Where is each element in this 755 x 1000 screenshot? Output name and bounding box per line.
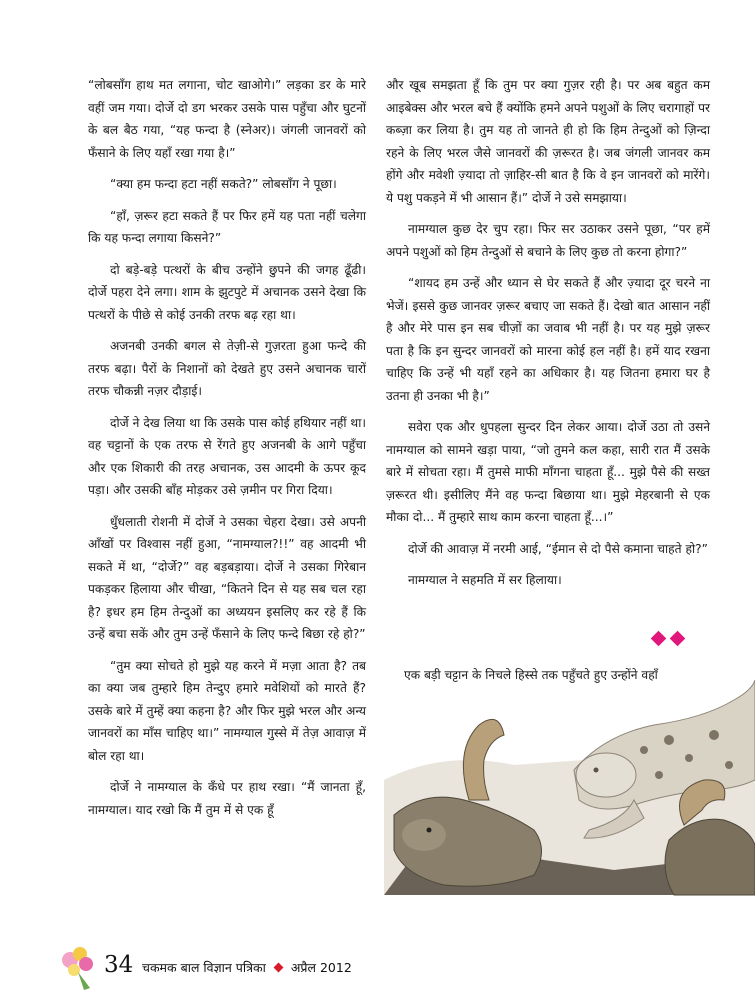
flower-icon (56, 942, 102, 992)
page-footer (56, 942, 376, 992)
paragraph: और खूब समझता हूँ कि तुम पर क्या गुज़र रही है। पर अब बहुत कम आइबेक्स और भरल बचे हैं क्योंकि हमने अपने पशुओं के लिए चरागाहों पर कब्ज़ा कर लिया है। तुम यह तो जानते ही हो कि हिम तेन्दुओं को ज़िन्दा रहने के लिए भरल जैसे जानवरों की ज़रूरत है। जब जंगली जानवर कम होंगे और मवेशी ज़्यादा तो ज़ाहिर-सी बात है कि वे इन जानवरों को मारेंगे। ये पशु पकड़ने में भी आसान हैं।” दोर्जे ने उसे समझाया। (386, 78, 710, 205)
paragraph: धुँधलाती रोशनी में दोर्जे ने उसका चेहरा देखा। उसे अपनी आँखों पर विश्वास नहीं हुआ, “नामग्याल?!!” वह आदमी भी सकते में था, “दोर्जे?” वह बड़बड़ाया। दोर्जे ने उसका गिरेबान पकड़कर हिलाया और चीखा, “कितने दिन से यह सब चल रहा है? इधर हम हिम तेन्दुओं का अध्ययन इसलिए कर रहे हैं कि उन्हें बचा सकें और तुम उन्हें फँसाने के लिए फन्दे बिछा रहे हो?” (88, 514, 366, 641)
continuation-text: एक बड़ी चट्टान के निचले हिस्से तक पहुँचते हुए उन्होंने वहाँ (404, 668, 658, 682)
diamond-icon (273, 963, 283, 973)
left-column (88, 74, 366, 830)
paragraph: “हाँ, ज़रूर हटा सकते हैं पर फिर हमें यह पता नहीं चलेगा कि यह फन्दा लगाया किसने?” (88, 208, 366, 245)
paragraph: सवेरा एक और धुपहला सुन्दर दिन लेकर आया। दोर्जे उठा तो उसने नामग्याल को सामने खड़ा पाया, “जो तुमने कल कहा, सारी रात मैं उसके बारे में सोचता रहा। मैं तुमसे माफी माँगना चाहता हूँ... मुझे पैसे की सख्त ज़रूरत थी। इसीलिए मैंने वह फन्दा बिछाया था। मुझे मेहरबानी से एक मौका दो... मैं तुम्हारे साथ काम करना चाहता हूँ...।” (386, 420, 710, 524)
paragraph: नामग्याल ने सहमति में सर हिलाया। (408, 573, 562, 587)
paragraph: नामग्याल कुछ देर चुप रहा। फिर सर उठाकर उसने पूछा, “पर हमें अपने पशुओं को हिम तेन्दुओं से बचाने के लिए कुछ तो करना होगा?” (386, 222, 710, 259)
issue-month: अप्रैल 2012 (290, 960, 352, 975)
page-number: 34 (104, 952, 134, 978)
magazine-name: चकमक बाल विज्ञान पत्रिका (142, 960, 266, 975)
paragraph: दो बड़े-बड़े पत्थरों के बीच उन्होंने छुपने की जगह ढूँढी। दोर्जे पहरा देने लगा। शाम के झुटपुटे में अचानक उसने देखा कि पत्थरों के पीछे से कोई उनकी तरफ बढ़ रहा था। (88, 262, 366, 322)
right-column (386, 74, 710, 601)
snow-leopard-illustration (384, 640, 755, 900)
footer-text (142, 959, 352, 976)
paragraph: “लोबसाँग हाथ मत लगाना, चोट खाओगे।” लड़का डर के मारे वहीं जम गया। दोर्जे दो डग भरकर उसके पास पहुँचा और घुटनों के बल बैठ गया, “यह फन्दा है (स्नेअर)। जंगली जानवरों को फँसाने के लिए यहाँ रखा गया है।” (88, 78, 366, 160)
paragraph: अजनबी उनकी बगल से तेज़ी-से गुज़रता हुआ फन्दे की तरफ बढ़ा। पैरों के निशानों को देखते हुए उसने अचानक चारों तरफ चौकन्नी नज़र दौड़ाई। (88, 339, 366, 398)
paragraph: “क्या हम फन्दा हटा नहीं सकते?” लोबसाँग ने पूछा। (110, 177, 337, 191)
paragraph: “तुम क्या सोचते हो मुझे यह करने में मज़ा आता है? तब का क्या जब तुम्हारे हिम तेन्दुए हमारे मवेशियों को मारते हैं? उसके बारे में तुम्हें क्या कहना है? और फिर मुझे भरल और अन्य जानवरों का माँस चाहिए था।” नामग्याल गुस्से में तेज़ आवाज़ में बोल रहा था। (88, 658, 366, 763)
paragraph: दोर्जे की आवाज़ में नरमी आई, “ईमान से दो पैसे कमाना चाहते हो?” (408, 541, 708, 556)
paragraph: दोर्जे ने नामग्याल के कँधे पर हाथ रखा। “मैं जानता हूँ, नामग्याल। याद रखो कि मैं तुम में से एक हूँ (88, 780, 366, 817)
paragraph: दोर्जे ने देख लिया था कि उसके पास कोई हथियार नहीं था। वह चट्टानों के एक तरफ से रेंगते हुए अजनबी के आगे पहुँचा और एक शिकारी की तरह अचानक, उस आदमी के ऊपर कूद पड़ा। और उसकी बाँह मोड़कर उसे ज़मीन पर गिरा दिया। (88, 415, 366, 497)
paragraph: “शायद हम उन्हें और ध्यान से घेर सकते हैं और ज़्यादा दूर चरने ना भेजें। इससे कुछ जानवर ज़रूर बचाए जा सकते हैं। देखो बात आसान नहीं है और मेरे पास इन सब चीज़ों का जवाब भी नहीं है। पर यह मुझे ज़रूर पता है कि इन सुन्दर जानवरों को मारना कोई हल नहीं है। हमें याद रखना चाहिए कि उन्हें भी यहाँ रहने का अधिकार है। यह जितना हमारा घर है उतना ही उनका भी है।” (386, 276, 710, 403)
